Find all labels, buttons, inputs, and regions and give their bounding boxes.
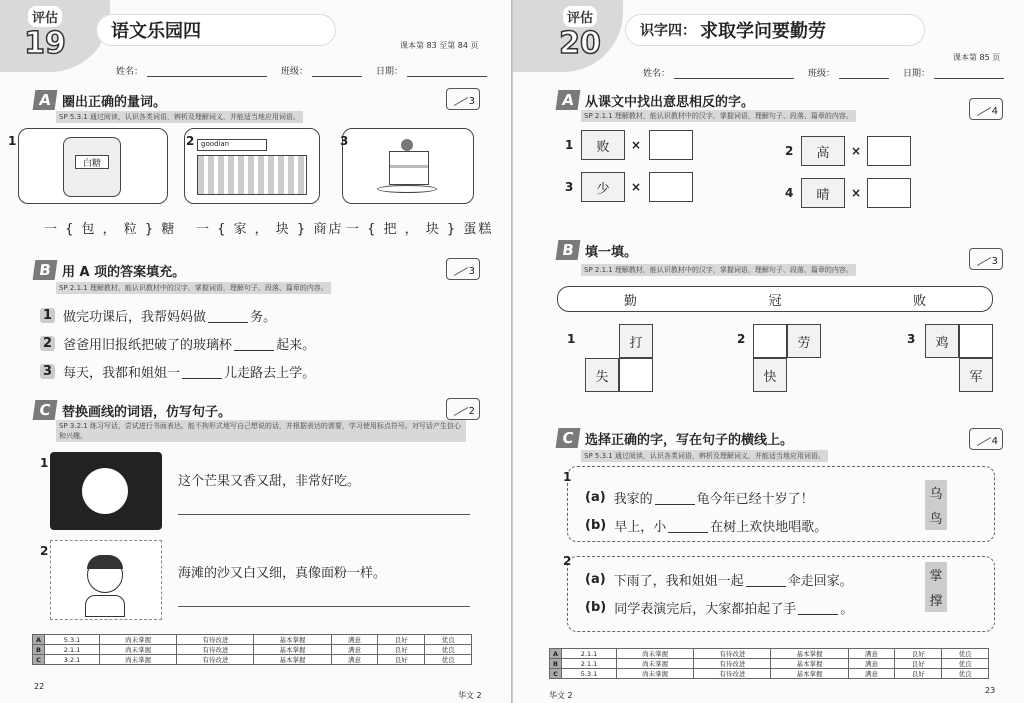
answer-blank[interactable] — [668, 519, 708, 533]
item-number: 3 — [340, 134, 349, 148]
choice-char: 鸟 — [929, 512, 943, 527]
skill-standard: SP 3.2.1 练习写话，尝试进行书面表达。能不拘形式地写自己想说的话，并根据表达的需要，学习使用标点符号。对写话产生信心和兴趣。 — [56, 420, 466, 442]
section-letter: C — [33, 400, 58, 420]
item-number: 2 — [737, 332, 746, 346]
section-title: 用 A 项的答案填充。 — [62, 264, 186, 280]
sugar-label: 白糖 — [75, 155, 109, 169]
choice-char: 掌 — [929, 569, 943, 584]
section-letter: A — [33, 90, 58, 110]
times-icon: × — [851, 186, 862, 200]
class-field[interactable] — [839, 69, 889, 79]
fill-question: 2 爸爸用旧报纸把破了的玻璃杯 起来。 — [40, 334, 315, 353]
section-b-header — [557, 240, 637, 260]
given-char-box: 劳 — [787, 324, 821, 358]
assessment-badge — [14, 6, 76, 64]
writing-line[interactable] — [178, 514, 470, 515]
fill-question: (a) 我家的 龟今年已经十岁了！ — [585, 490, 814, 507]
answer-box[interactable] — [959, 324, 993, 358]
skill-standard: SP 2.1.1 理解教材，能认识教材中的汉字，掌握词语，理解句子、段落、篇章的内容。 — [581, 110, 856, 122]
section-b-header — [34, 260, 185, 280]
book-name: 华文 2 — [458, 691, 482, 700]
section-title: 圈出正确的量词。 — [62, 94, 167, 110]
given-char-box: 少 — [581, 172, 625, 202]
page-number: 22 — [34, 682, 45, 691]
section-letter: C — [556, 428, 581, 448]
picture-moon — [50, 452, 162, 530]
item-number: 2 — [40, 544, 49, 558]
fill-question: (a) 下雨了，我和姐姐一起 伞走回家。 — [585, 572, 853, 589]
badge-number: 20 — [559, 26, 601, 61]
answer-box[interactable] — [867, 136, 911, 166]
given-char-box: 晴 — [801, 178, 845, 208]
writing-line[interactable] — [178, 606, 470, 607]
answer-box[interactable] — [649, 172, 693, 202]
book-name: 华文 2 — [549, 691, 573, 700]
picture-store — [184, 128, 320, 204]
picture-girl — [50, 540, 162, 620]
item-number: 1 — [563, 470, 572, 484]
name-label: 姓名： — [116, 67, 144, 77]
measure-word-options[interactable]: 一 { 把 ， 块 } 蛋糕 — [346, 222, 494, 237]
fill-question: (b) 早上，小 在树上欢快地唱歌。 — [585, 518, 828, 535]
right-page — [512, 0, 1024, 703]
word-bank-item: 败 — [913, 293, 927, 309]
page-title: 求取学问要勤劳 — [700, 21, 826, 42]
choice-column — [925, 562, 947, 612]
section-c-header — [557, 428, 793, 448]
times-icon: × — [631, 138, 642, 152]
section-c-header — [34, 400, 231, 420]
item-number: 1 — [8, 134, 17, 148]
section-letter: A — [556, 90, 581, 110]
page-number: 23 — [985, 686, 996, 695]
fill-question: 1 做完功课后，我帮妈妈做 务。 — [40, 306, 276, 325]
word-bank-item: 勤 — [623, 293, 637, 309]
score-box: 3 — [446, 88, 480, 110]
picture-sugar-bag — [18, 128, 168, 204]
given-char-box: 鸡 — [925, 324, 959, 358]
class-label: 班级： — [281, 67, 309, 77]
rubric-row: A 5.3.1 尚未掌握 有待改进 基本掌握 满意 良好 优良 — [33, 635, 472, 645]
times-icon: × — [851, 144, 862, 158]
item-number: 2 — [186, 134, 195, 148]
model-sentence: 海滩的沙又白又细，真像面粉一样。 — [178, 566, 387, 581]
given-char-box: 失 — [585, 358, 619, 392]
measure-word-options[interactable]: 一 { 包 ， 粒 } 糖 — [44, 222, 177, 237]
answer-box[interactable] — [619, 358, 653, 392]
skill-standard: SP 2.1.1 理解教材，能认识教材中的汉字，掌握词语，理解句子、段落、篇章的内容。 — [56, 282, 331, 294]
date-field[interactable] — [407, 67, 487, 77]
rubric-row: C 3.2.1 尚未掌握 有待改进 基本掌握 满意 良好 优良 — [33, 655, 472, 665]
choice-column — [925, 480, 947, 530]
score-box: 2 — [446, 398, 480, 420]
title-bar — [625, 14, 925, 46]
class-label: 班级： — [808, 69, 836, 79]
section-letter: B — [33, 260, 58, 280]
model-sentence: 这个芒果又香又甜，非常好吃。 — [178, 474, 361, 489]
badge-label: 评估 — [563, 6, 597, 27]
given-char-box: 败 — [581, 130, 625, 160]
rubric-row: B 2.1.1 尚未掌握 有待改进 基本掌握 满意 良好 优良 — [550, 659, 989, 669]
badge-number: 19 — [24, 26, 66, 61]
page-reference: 课本第 85 页 — [953, 53, 1001, 62]
skill-standard: SP 2.1.1 理解教材，能认识教材中的汉字，掌握词语，理解句子、段落、篇章的内容。 — [581, 264, 856, 276]
rubric-table — [549, 648, 989, 679]
name-row — [116, 64, 487, 77]
word-bank — [557, 286, 993, 312]
answer-box[interactable] — [753, 324, 787, 358]
score-box: 3 — [969, 248, 1003, 270]
class-field[interactable] — [312, 67, 362, 77]
measure-word-options[interactable]: 一 { 家 ， 块 } 商店 — [196, 222, 344, 237]
rubric-table — [32, 634, 472, 665]
given-char-box: 打 — [619, 324, 653, 358]
item-number: 1 — [567, 332, 576, 346]
name-field[interactable] — [147, 67, 267, 77]
store-sign: goodian — [197, 139, 267, 151]
section-title: 选择正确的字，写在句子的横线上。 — [585, 432, 794, 448]
answer-blank[interactable] — [655, 491, 695, 505]
date-label: 日期： — [903, 69, 931, 79]
answer-blank[interactable] — [798, 601, 838, 615]
section-title: 替换画线的词语，仿写句子。 — [62, 404, 232, 420]
date-label: 日期： — [376, 67, 404, 77]
item-number: 1 — [40, 456, 49, 470]
item-number: 2 — [785, 144, 794, 158]
score-box: 4 — [969, 98, 1003, 120]
section-letter: B — [556, 240, 581, 260]
section-a-header — [557, 90, 754, 110]
section-title: 从课文中找出意思相反的字。 — [585, 94, 755, 110]
rubric-row: A 2.1.1 尚未掌握 有待改进 基本掌握 满意 良好 优良 — [550, 649, 989, 659]
given-char-box: 快 — [753, 358, 787, 392]
date-field[interactable] — [934, 69, 1004, 79]
rubric-row: B 2.1.1 尚未掌握 有待改进 基本掌握 满意 良好 优良 — [33, 645, 472, 655]
name-row — [643, 66, 1004, 79]
section-title: 填一填。 — [585, 244, 638, 260]
title-bar — [96, 14, 336, 46]
choice-char: 乌 — [929, 487, 943, 502]
item-number: 3 — [565, 180, 574, 194]
answer-blank[interactable] — [182, 365, 222, 379]
name-field[interactable] — [674, 69, 794, 79]
answer-box[interactable] — [649, 130, 693, 160]
given-char-box: 高 — [801, 136, 845, 166]
item-number: 4 — [785, 186, 794, 200]
score-box: 3 — [446, 258, 480, 280]
answer-blank[interactable] — [746, 573, 786, 587]
given-char-box: 军 — [959, 358, 993, 392]
picture-cake — [342, 128, 474, 204]
answer-blank[interactable] — [234, 337, 274, 351]
assessment-badge — [549, 6, 611, 64]
item-number: 2 — [563, 554, 572, 568]
choice-char: 撑 — [929, 594, 943, 609]
item-number: 3 — [907, 332, 916, 346]
word-bank-item: 冠 — [768, 293, 782, 309]
answer-box[interactable] — [867, 178, 911, 208]
fill-question: 3 每天，我都和姐姐一 儿走路去上学。 — [40, 362, 315, 381]
title-prefix: 识字四： — [640, 23, 696, 39]
badge-label: 评估 — [28, 6, 62, 27]
score-box: 4 — [969, 428, 1003, 450]
section-a-header — [34, 90, 166, 110]
answer-blank[interactable] — [208, 309, 248, 323]
page-title: 语文乐园四 — [111, 21, 201, 42]
fill-question: (b) 同学表演完后，大家都拍起了手 。 — [585, 600, 854, 617]
skill-standard: SP 5.3.1 通过阅读，认识各类词语，辨析及理解词义，并能适当地应用词语。 — [581, 450, 828, 462]
name-label: 姓名： — [643, 69, 671, 79]
times-icon: × — [631, 180, 642, 194]
skill-standard: SP 5.3.1 通过阅读，认识各类词语，辨析及理解词义，并能适当地应用词语。 — [56, 111, 303, 123]
rubric-row: C 5.3.1 尚未掌握 有待改进 基本掌握 满意 良好 优良 — [550, 669, 989, 679]
item-number: 1 — [565, 138, 574, 152]
page-reference: 课本第 83 至第 84 页 — [400, 41, 479, 50]
